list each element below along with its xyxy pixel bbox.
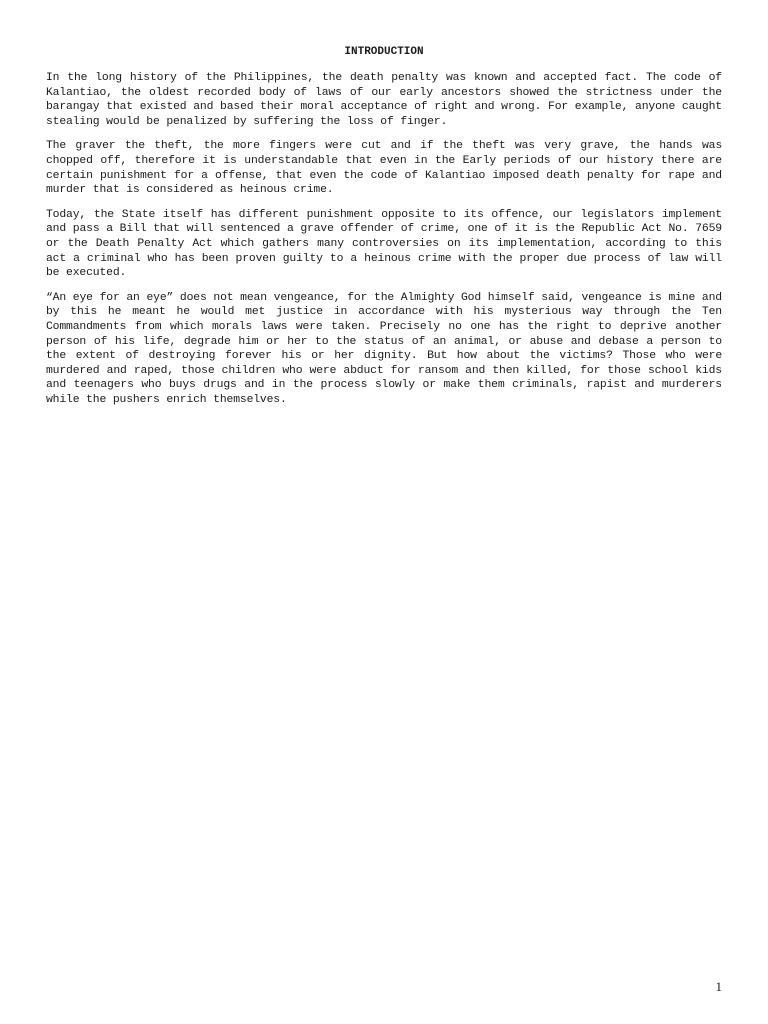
paragraph-theft-punishment: The graver the theft, the more fingers were cut and if the theft was very grave, the hands was chopped off, therefore it is understandable that even in the Early periods of our history there are certain punishment for a offense, that even the code of Kalantiao imposed death penalty for rape and murder that is considered as heinous crime.: [46, 140, 722, 197]
page-number: 1: [715, 979, 722, 994]
paragraph-death-penalty-act: Today, the State itself has different punishment opposite to its offence, our legislators implement and pass a Bill that will sentenced a grave offender of crime, one of it is the Republic Act No. 7659 or the Death Penalty Act which gathers many controversies on its implementation, according to this act a criminal who has been proven guilty to a heinous crime with the proper due process of law will be executed.: [46, 208, 722, 280]
paragraph-kalantiao-code: In the long history of the Philippines, the death penalty was known and accepted fact. The code of Kalantiao, the oldest recorded body of laws of our early ancestors showed the strictness under the barangay that existed and based their moral acceptance of right and wrong. For example, anyone caught stealing would be penalized by suffering the loss of finger.: [46, 72, 722, 128]
document-title: INTRODUCTION: [344, 46, 424, 58]
paragraph-eye-for-an-eye: “An eye for an eye” does not mean vengeance, for the Almighty God himself said, vengeance is mine and by this he meant he would met justice in accordance with his mysterious way through the Ten Commandments from which morals laws were taken. Precisely no one has the right to deprive another person of his life, degrade him or her to the status of an animal, or abuse and debase a person to the extent of destroying forever his or her dignity. But how about the victims? Those who were murdered and raped, those children who were abduct for ransom and then killed, for those school kids and teenagers who buys drugs and in the process slowly or make them criminals, rapist and murderers while the pushers enrich themselves.: [46, 291, 722, 406]
document-page: [46, 45, 722, 417]
